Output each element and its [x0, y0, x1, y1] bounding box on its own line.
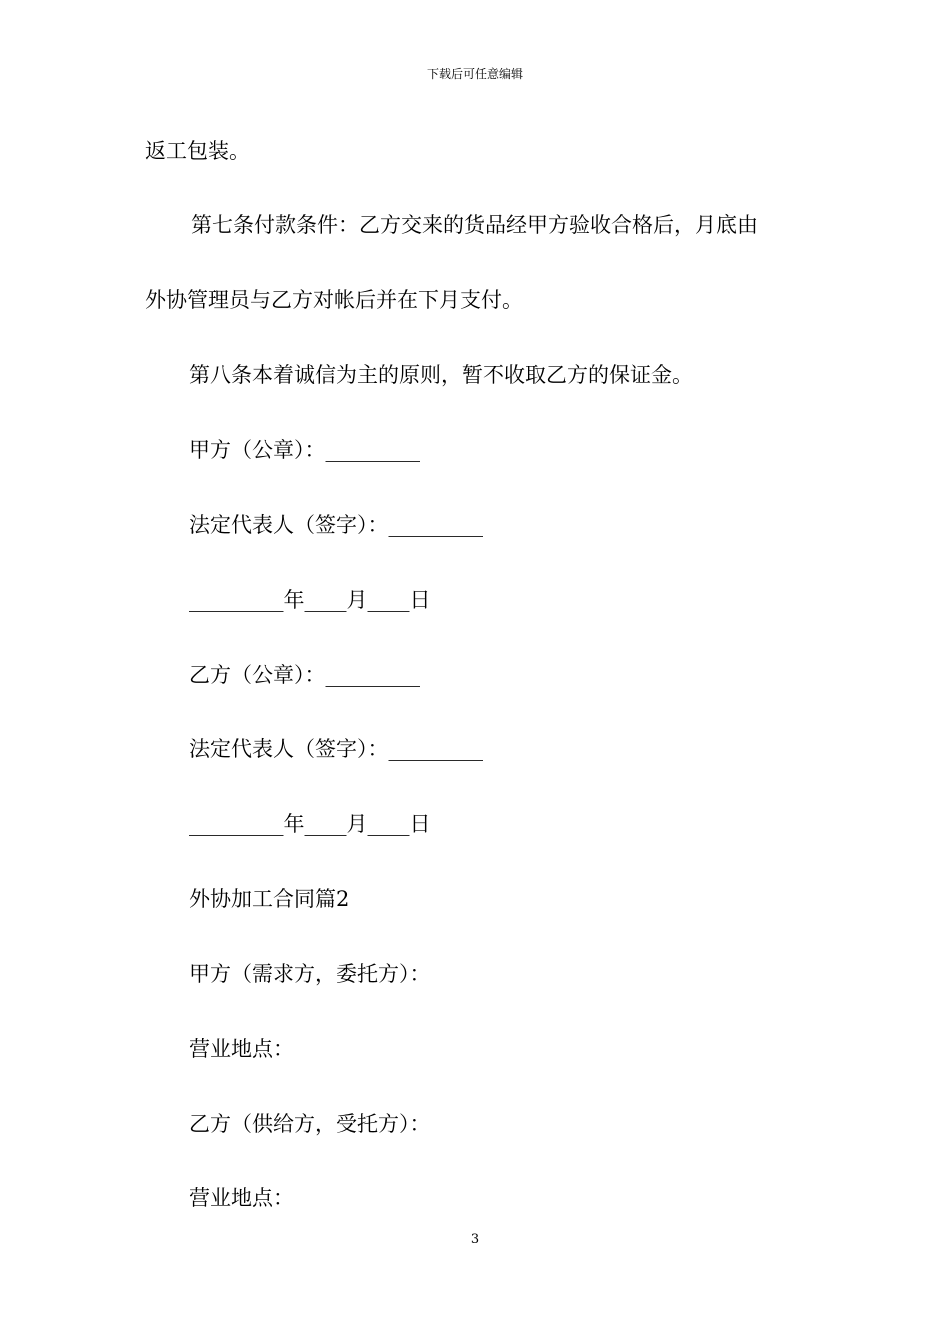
party-a-client: 甲方（需求方，委托方）：: [189, 962, 431, 986]
party-a-date: _________年____月____日: [189, 588, 431, 612]
party-b-supplier: 乙方（供给方，受托方）：: [189, 1112, 431, 1136]
party-a-business-address: 营业地点：: [189, 1037, 294, 1061]
page-header: 下载后可任意编辑: [426, 67, 523, 81]
paragraph-article-7-cont: 外协管理员与乙方对帐后并在下月支付。: [145, 288, 523, 312]
party-a-representative: 法定代表人（签字）：_________: [189, 513, 483, 537]
paragraph-article-7: 第七条付款条件：乙方交来的货品经甲方验收合格后，月底由: [191, 213, 758, 237]
party-b-representative: 法定代表人（签字）：_________: [189, 737, 483, 761]
paragraph-article-8: 第八条本着诚信为主的原则，暂不收取乙方的保证金。: [189, 363, 693, 387]
page-number: 3: [470, 1232, 480, 1247]
section-title-contract-2: 外协加工合同篇2: [189, 887, 350, 911]
paragraph-rework-packaging: 返工包装。: [145, 139, 250, 163]
party-b-seal: 乙方（公章）：_________: [189, 663, 420, 687]
party-b-date: _________年____月____日: [189, 812, 431, 836]
party-b-business-address: 营业地点：: [189, 1186, 294, 1210]
party-a-seal: 甲方（公章）：_________: [189, 438, 420, 462]
